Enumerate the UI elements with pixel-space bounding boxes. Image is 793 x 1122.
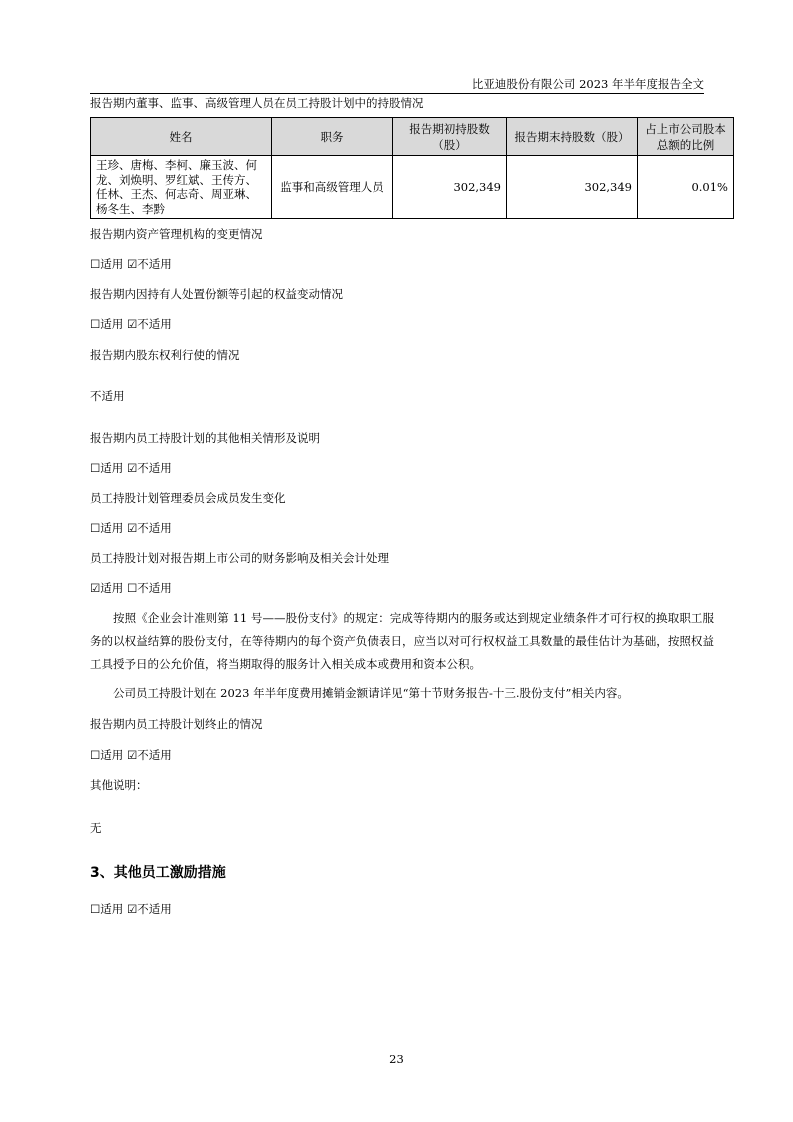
holdings-table — [90, 117, 734, 219]
other-notes-value: 无 — [90, 821, 102, 835]
header-ratio: 占上市公司股本总额的比例 — [638, 118, 734, 156]
cell-end-shares: 302,349 — [507, 156, 638, 219]
page-header — [90, 75, 704, 94]
accounting-paragraph: 按照《企业会计准则第 11 号——股份支付》的规定：完成等待期内的服务或达到规定业绩条件才可行权的换取职工服务的以权益结算的股份支付，在等待期内的每个资产负债表日，应当以对可行权权益工具数量的最佳估计为基础，按照权益工具授予日的公允价值，将当期取得的服务计入相关成本或费用和资本公积。 — [90, 611, 714, 671]
cell-role: 监事和高级管理人员 — [272, 156, 393, 219]
header-role: 职务 — [272, 118, 393, 156]
financial-impact-heading: 员工持股计划对报告期上市公司的财务影响及相关会计处理 — [90, 551, 389, 565]
termination-applicability: ☐适用 ☑不适用 — [90, 748, 172, 762]
equity-change-heading: 报告期内因持有人处置份额等引起的权益变动情况 — [90, 287, 343, 301]
equity-change-applicability: ☐适用 ☑不适用 — [90, 317, 172, 331]
asset-mgmt-heading: 报告期内资产管理机构的变更情况 — [90, 227, 263, 241]
header-name: 姓名 — [91, 118, 272, 156]
other-incentive-applicability: ☐适用 ☑不适用 — [90, 902, 172, 916]
expense-paragraph: 公司员工持股计划在 2023 年半年度费用摊销金额请详见“第十节财务报告-十三.股份支付”相关内容。 — [113, 686, 629, 700]
page-number: 23 — [389, 1052, 404, 1066]
table-caption: 报告期内董事、监事、高级管理人员在员工持股计划中的持股情况 — [90, 96, 424, 110]
cell-names: 王珍、唐梅、李柯、廉玉波、何龙、刘焕明、罗红斌、王传方、任林、王杰、何志奇、周亚琳、杨冬生、李黔 — [91, 156, 272, 219]
asset-mgmt-applicability: ☐适用 ☑不适用 — [90, 257, 172, 271]
table-row — [91, 156, 734, 219]
committee-change-applicability: ☐适用 ☑不适用 — [90, 521, 172, 535]
committee-change-heading: 员工持股计划管理委员会成员发生变化 — [90, 491, 286, 505]
termination-heading: 报告期内员工持股计划终止的情况 — [90, 717, 263, 731]
header-begin-shares: 报告期初持股数（股） — [393, 118, 507, 156]
other-related-heading: 报告期内员工持股计划的其他相关情形及说明 — [90, 431, 320, 445]
header-end-shares: 报告期末持股数（股） — [507, 118, 638, 156]
shareholder-rights-value: 不适用 — [90, 389, 125, 403]
table-header-row — [91, 118, 734, 156]
other-related-applicability: ☐适用 ☑不适用 — [90, 461, 172, 475]
cell-begin-shares: 302,349 — [393, 156, 507, 219]
header-title: 比亚迪股份有限公司 2023 年半年度报告全文 — [471, 77, 704, 91]
shareholder-rights-heading: 报告期内股东权利行使的情况 — [90, 348, 240, 362]
cell-ratio: 0.01% — [638, 156, 734, 219]
financial-impact-applicability: ☑适用 ☐不适用 — [90, 581, 172, 595]
other-notes-label: 其他说明： — [90, 778, 148, 792]
section-3-title: 3、其他员工激励措施 — [90, 865, 226, 881]
